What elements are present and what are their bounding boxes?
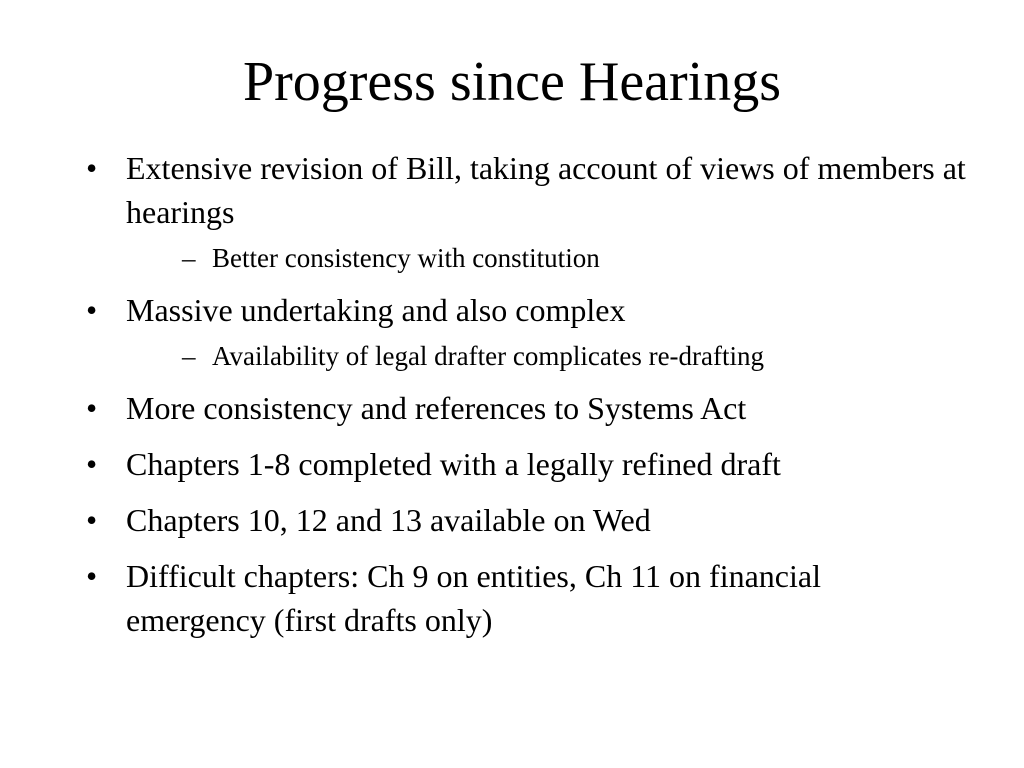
bullet-marker: • (86, 390, 98, 426)
bullet-text: Extensive revision of Bill, taking account of views of members at hearings (126, 150, 966, 230)
sub-list (126, 240, 966, 276)
bullet-marker: • (86, 292, 98, 328)
sub-bullet-text: Better consistency with constitution (212, 243, 600, 273)
slide-title: Progress since Hearings (242, 51, 782, 113)
sub-bullet-item (126, 240, 966, 276)
sub-list (126, 338, 966, 374)
bullet-text: Massive undertaking and also complex (126, 292, 626, 328)
bullet-text: Chapters 1-8 completed with a legally refined draft (126, 446, 781, 482)
bullet-item (86, 288, 966, 374)
bullet-item (86, 442, 966, 486)
bullet-text: Difficult chapters: Ch 9 on entities, Ch 11 on financial emergency (first drafts only) (126, 558, 821, 638)
bullet-item (86, 498, 966, 542)
bullet-item (86, 146, 966, 276)
bullet-item (86, 554, 966, 642)
bullet-marker: • (86, 502, 98, 538)
sub-bullet-marker: – (182, 243, 196, 273)
bullet-marker: • (86, 558, 98, 594)
bullet-text: Chapters 10, 12 and 13 available on Wed (126, 502, 651, 538)
bullet-marker: • (86, 150, 98, 186)
sub-bullet-marker: – (182, 341, 196, 371)
sub-bullet-item (126, 338, 966, 374)
sub-bullet-text: Availability of legal drafter complicates re-drafting (212, 341, 765, 371)
bullet-marker: • (86, 446, 98, 482)
bullet-item (86, 386, 966, 430)
bullet-text: More consistency and references to Systems Act (126, 390, 747, 426)
bullet-list (86, 146, 966, 654)
